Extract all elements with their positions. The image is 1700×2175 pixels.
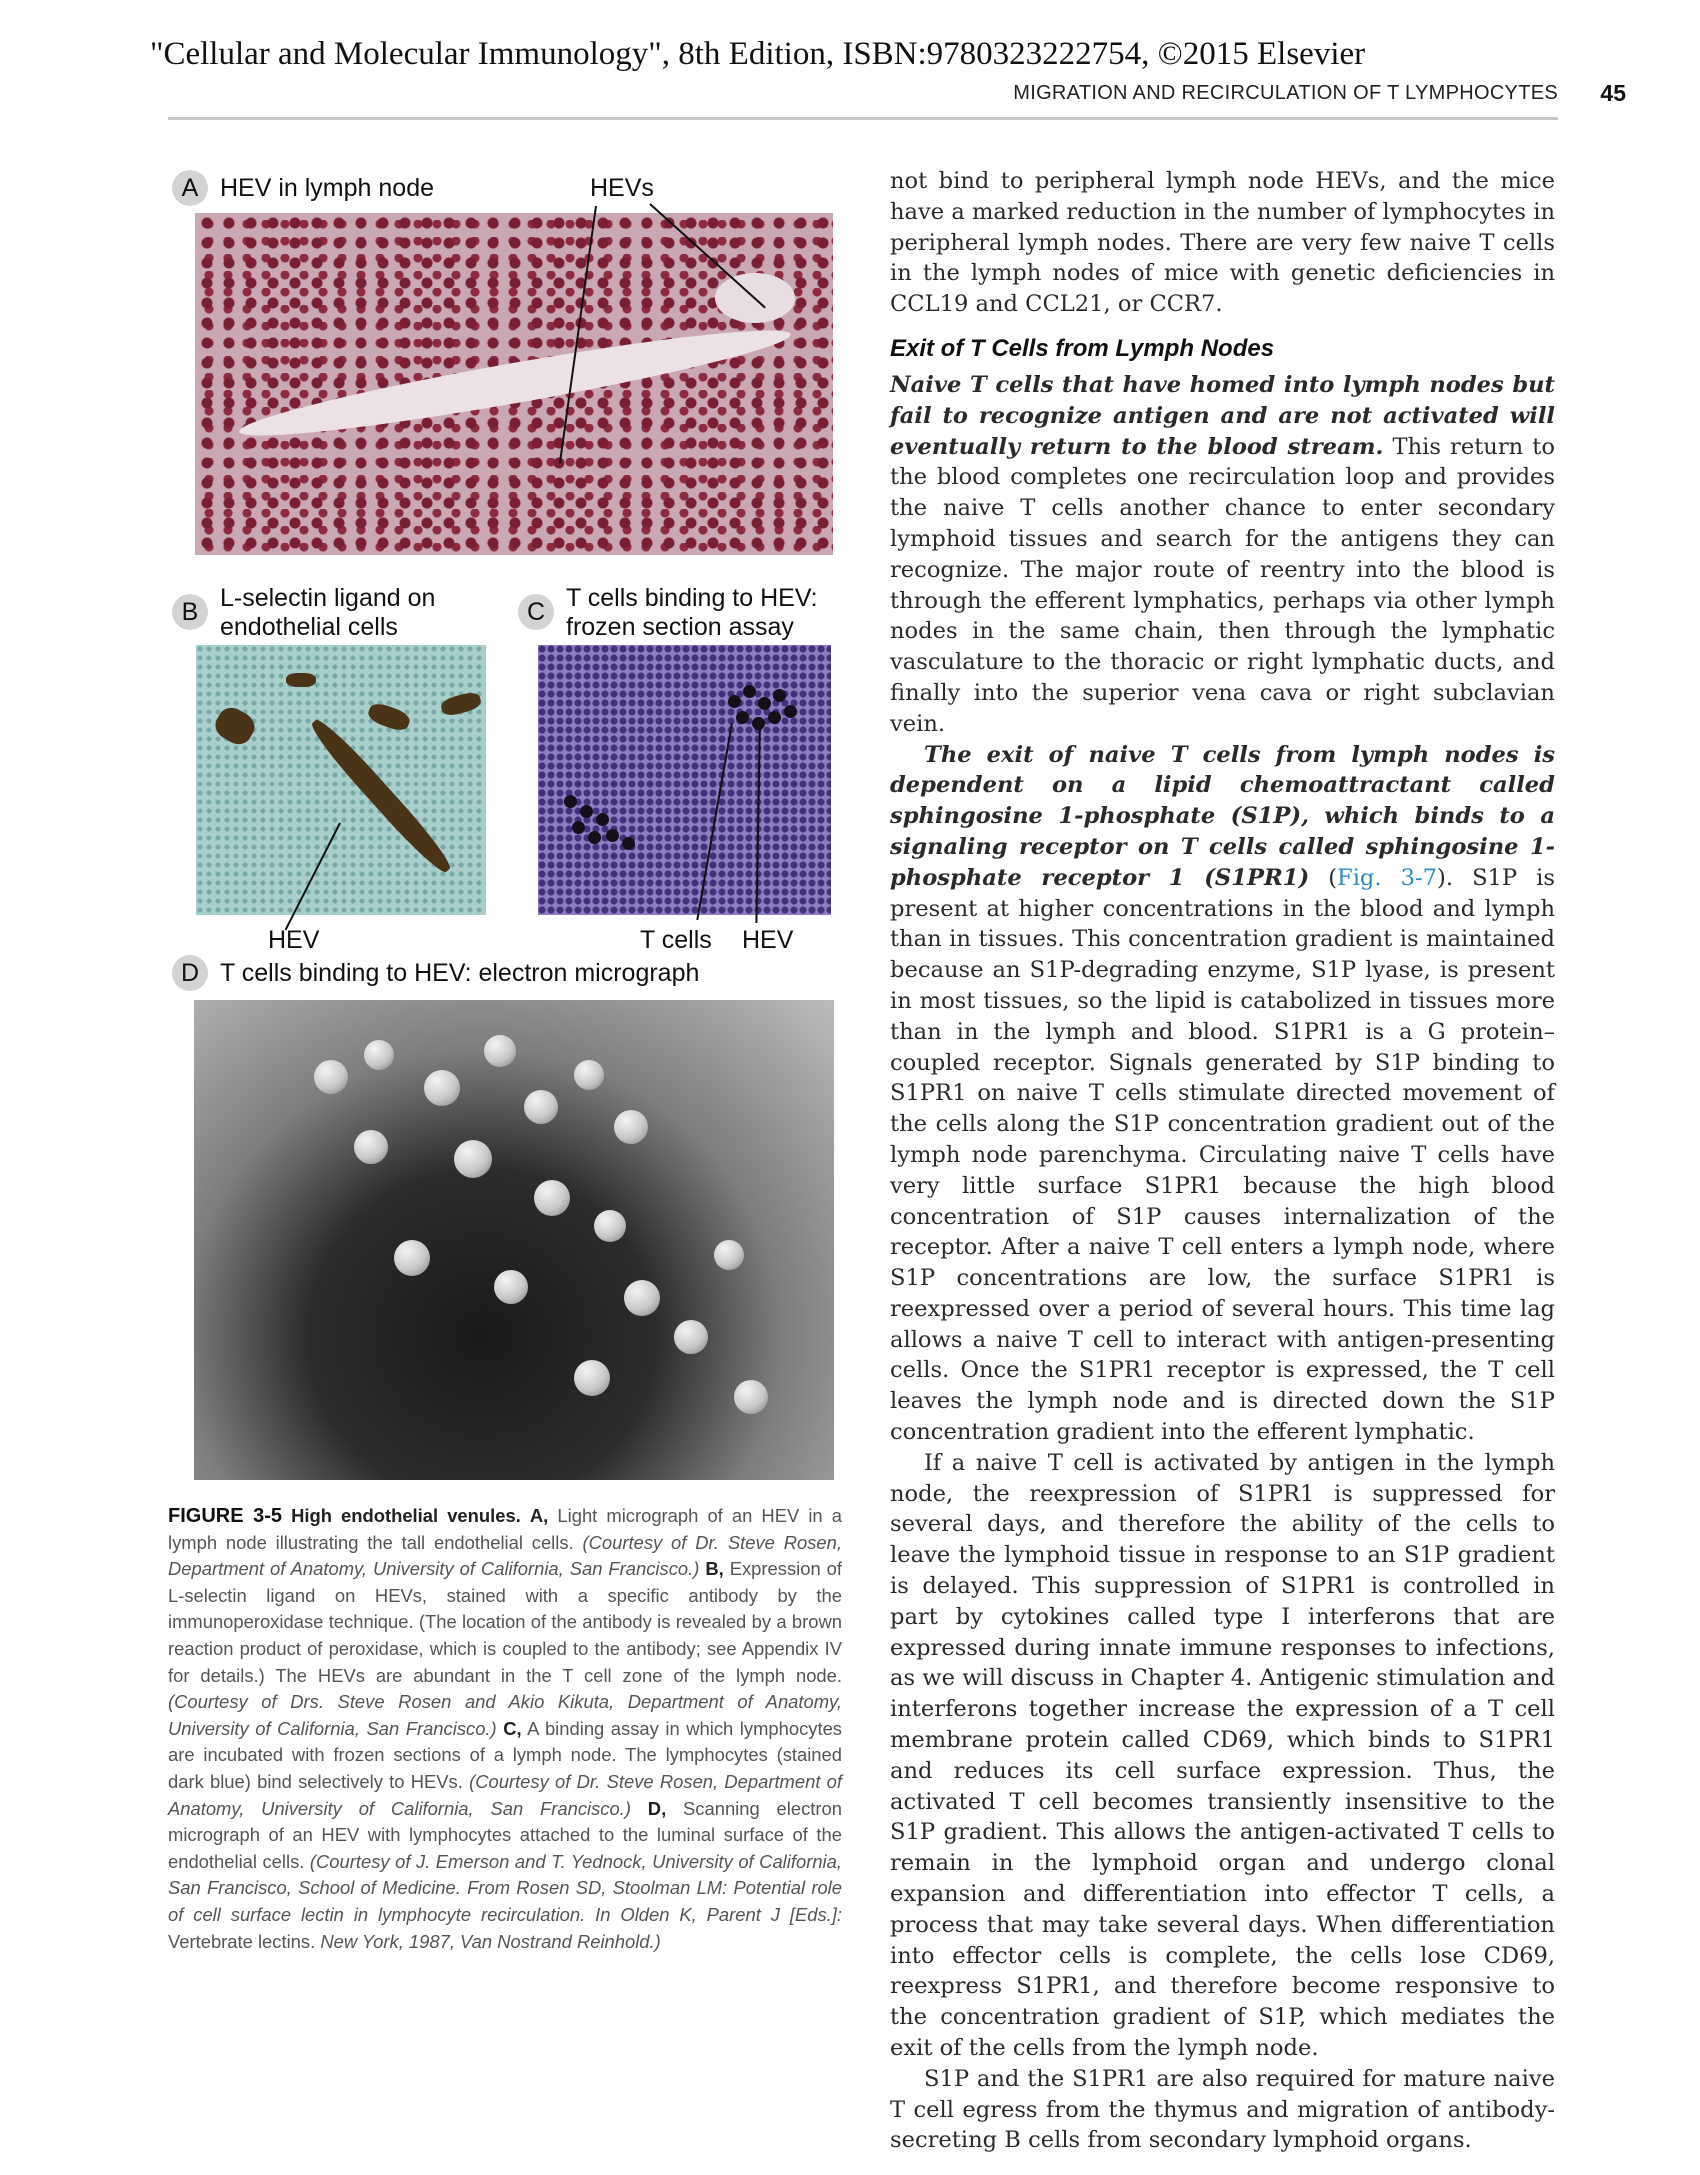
caption-text-d: Scanning electron micrograph of an HEV with lymphocytes attached to the luminal surface of the endothelial cells. — [168, 1797, 842, 1872]
bound-lymphocyte — [588, 831, 601, 844]
body-paragraph — [890, 740, 1555, 1448]
panel-a-badge: A — [172, 170, 208, 206]
bound-lymphocyte — [622, 837, 635, 850]
panel-b-immunoperoxidase-image — [196, 645, 486, 915]
lymphocyte — [524, 1090, 558, 1124]
panel-d-title: T cells binding to HEV: electron micrograph — [220, 959, 700, 987]
lymphocyte — [574, 1360, 610, 1396]
panel-c-badge: C — [518, 594, 554, 630]
lymphocyte — [734, 1380, 768, 1414]
lymphocyte — [624, 1280, 660, 1316]
lymphocyte — [394, 1240, 430, 1276]
caption-letter-c: C, — [503, 1717, 522, 1739]
panel-d-electron-micrograph — [194, 1000, 834, 1480]
lymphocyte — [594, 1210, 626, 1242]
lymphocyte — [314, 1060, 348, 1094]
stained-hev — [439, 690, 482, 718]
figure-reference-link[interactable]: Fig. 3-7 — [1337, 864, 1438, 891]
panel-c-frozen-section-image — [538, 645, 831, 915]
lymphocyte — [534, 1180, 570, 1216]
section-heading: Exit of T Cells from Lymph Nodes — [890, 334, 1275, 362]
stained-hev — [366, 700, 412, 733]
body-paragraph: not bind to peripheral lymph node HEVs, and the mice have a marked reduction in the number of lymphocytes in peripheral lymph nodes. There are very few naive T cells in the lymph nodes of mice with genetic deficiencies in CCL19 and CCL21, or CCR7. — [890, 168, 1555, 318]
bound-lymphocyte — [564, 795, 577, 808]
lymphocyte — [674, 1320, 708, 1354]
panel-b-title-line2: endothelial cells — [220, 613, 398, 641]
panel-c-title-line2: frozen section assay — [566, 613, 794, 641]
paragraph-text: This return to the blood completes one recirculation loop and provides the naive T cells another chance to enter secondary lymphoid tissues and search for the antigens they can recognize. The major route of reentry into the blood is through the efferent lymphatics, perhaps via other lymph nodes in the same chain, then through the lymphatic vasculature to the thoracic or right lymphatic ducts, and finally into the superior vena cava or right subclavian vein. — [890, 433, 1555, 737]
paragraph-text: ). S1P is present at higher concentrations in the blood and lymph than in tissues. This concentration gradient is maintained because an S1P-degrading enzyme, S1P lyase, is present in most tissues, so the lipid is catabolized in tissues more than in the lymph and blood. S1PR1 is a G protein–coupled receptor. Signals generated by S1P binding to S1PR1 on naive T cells stimulate directed movement of the cells along the S1P concentration gradient out of the lymph node parenchyma. Circulating naive T cells have very little surface S1PR1 because the high blood concentration of S1P causes internalization of the receptor. After a naive T cell enters a lymph node, where S1P concentrations are low, the surface S1PR1 is reexpressed over a period of several hours. This time lag allows a naive T cell to interact with antigen-presenting cells. Once the S1PR1 receptor is expressed, the T cell leaves the lymph node and is directed down the S1P concentration gradient into the efferent lymphatic. — [890, 864, 1555, 1446]
lymphocyte — [354, 1130, 388, 1164]
paragraph-text: ( — [1309, 864, 1338, 891]
bound-lymphocyte — [572, 821, 585, 834]
stained-hev — [286, 673, 316, 687]
lymphocyte — [574, 1060, 604, 1090]
lymphocyte — [494, 1270, 528, 1304]
panel-a-title: HEV in lymph node — [220, 174, 435, 202]
bound-lymphocyte — [784, 705, 797, 718]
bound-lymphocyte — [768, 711, 781, 724]
bound-lymphocyte — [773, 689, 786, 702]
page-number: 45 — [1600, 80, 1626, 106]
panel-b-badge: B — [172, 594, 208, 630]
caption-credit-c: (Courtesy of Dr. Steve Rosen, Department of Anatomy, University of California, San Francisco.) — [168, 1770, 843, 1819]
body-paragraph — [890, 370, 1555, 740]
caption-credit-d-end: New York, 1987, Van Nostrand Reinhold.) — [320, 1930, 661, 1952]
panel-b-title-line1: L-selectin ligand on — [220, 584, 436, 612]
figure-title: High endothelial venules. — [291, 1505, 521, 1526]
figure-label: FIGURE 3-5 — [168, 1505, 282, 1527]
panel-d-badge: D — [172, 955, 208, 991]
lymphocyte — [714, 1240, 744, 1270]
paragraph-lead: Naive T cells that have homed into lymph nodes but fail to recognize antigen and are not activated will eventually return to the blood stream. — [890, 371, 1555, 460]
running-head: MIGRATION AND RECIRCULATION OF T LYMPHOCYTES — [1013, 82, 1558, 104]
caption-letter-b: B, — [705, 1558, 724, 1580]
panel-a-light-micrograph — [195, 213, 833, 555]
body-paragraph: If a naive T cell is activated by antigen in the lymph node, the reexpression of S1PR1 is suppressed for several days, and therefore the ability of the cells to leave the lymphoid tissue in response to an S1P gradient is delayed. This suppression of S1PR1 is controlled in part by cytokines called type I interferons that are expressed during innate immune responses to infections, as we will discuss in Chapter 4. Antigenic stimulation and interferons together increase the expression of a T cell membrane protein called CD69, which binds to S1PR1 and reduces its cell surface expression. Thus, the activated T cell becomes transiently insensitive to the S1P gradient. This allows the antigen-activated T cells to remain in the lymphoid organ and undergo clonal expansion and differentiation into effector T cells, a process that may take several days. When differentiation into effector cells is complete, the cells lose CD69, reexpress S1PR1, and therefore become responsive to the concentration gradient of S1P, which mediates the exit of the cells from the lymph node. — [890, 1449, 1555, 2062]
caption-text-b: Expression of L-selectin ligand on HEVs, stained with a specific antibody by the immunoperoxidase technique. (The location of the antibody is revealed by a brown reaction product of peroxidase, which is coupled to the antibody; see Appendix IV for details.) The HEVs are abundant in the T cell zone of the lymph node. — [168, 1558, 842, 1686]
lymphocyte — [454, 1140, 492, 1178]
lymphocyte — [614, 1110, 648, 1144]
header-divider — [168, 117, 1558, 120]
caption-credit-b: (Courtesy of Drs. Steve Rosen and Akio Kikuta, Department of Anatomy, University of California, San Francisco.) — [168, 1691, 842, 1739]
bound-lymphocyte — [580, 805, 593, 818]
caption-credit-d-title: Vertebrate lectins. — [168, 1930, 316, 1952]
lymphocyte — [364, 1040, 394, 1070]
caption-credit-d: (Courtesy of J. Emerson and T. Yednock, University of California, San Francisco, School of Medicine. From Rosen SD, Stoolman LM: Potential role of cell surface lectin in lymphocyte recirculation. In Olden K, Parent J [Eds.]: — [168, 1850, 842, 1925]
caption-letter-a: A, — [529, 1505, 549, 1526]
bound-lymphocyte — [728, 695, 741, 708]
lymphocyte — [424, 1070, 460, 1106]
panel-c-callout-hev: HEV — [742, 926, 794, 954]
caption-credit-a: (Courtesy of Dr. Steve Rosen, Department of Anatomy, University of California, San Francisco.) — [168, 1531, 842, 1580]
book-title-header: "Cellular and Molecular Immunology", 8th Edition, ISBN:9780323222754, ©2015 Elsevier — [150, 36, 1366, 72]
bound-lymphocyte — [758, 697, 771, 710]
panel-b-callout-hev: HEV — [268, 926, 320, 954]
body-text-column — [890, 166, 1555, 2156]
stained-hev — [211, 703, 260, 750]
bound-lymphocyte — [606, 829, 619, 842]
panel-a-callout-hevs: HEVs — [590, 174, 654, 202]
lymphocyte — [484, 1035, 516, 1067]
caption-text-c: A binding assay in which lymphocytes are incubated with frozen sections of a lymph node. The lymphocytes (stained dark blue) bind selectively to HEVs. — [168, 1717, 842, 1792]
stained-hev — [306, 714, 456, 877]
caption-text-a: Light micrograph of an HEV in a lymph node illustrating the tall endothelial cells. — [168, 1505, 842, 1553]
figure-caption — [168, 1503, 842, 1955]
caption-letter-d: D, — [647, 1797, 667, 1819]
panel-c-title-line1: T cells binding to HEV: — [566, 584, 818, 612]
bound-lymphocyte — [596, 813, 609, 826]
body-paragraph: S1P and the S1PR1 are also required for mature naive T cell egress from the thymus and migration of antibody-secreting B cells from secondary lymphoid organs. — [890, 2065, 1555, 2154]
bound-lymphocyte — [743, 685, 756, 698]
bound-lymphocyte — [736, 711, 749, 724]
vessel-lumen — [236, 315, 794, 452]
paragraph-lead: The exit of naive T cells from lymph nodes is dependent on a lipid chemoattractant called sphingosine 1-phosphate (S1P), which binds to a signaling receptor on T cells called sphingosine 1-phosphate receptor 1 (S1PR1) — [890, 741, 1555, 891]
panel-c-callout-t-cells: T cells — [640, 926, 712, 954]
